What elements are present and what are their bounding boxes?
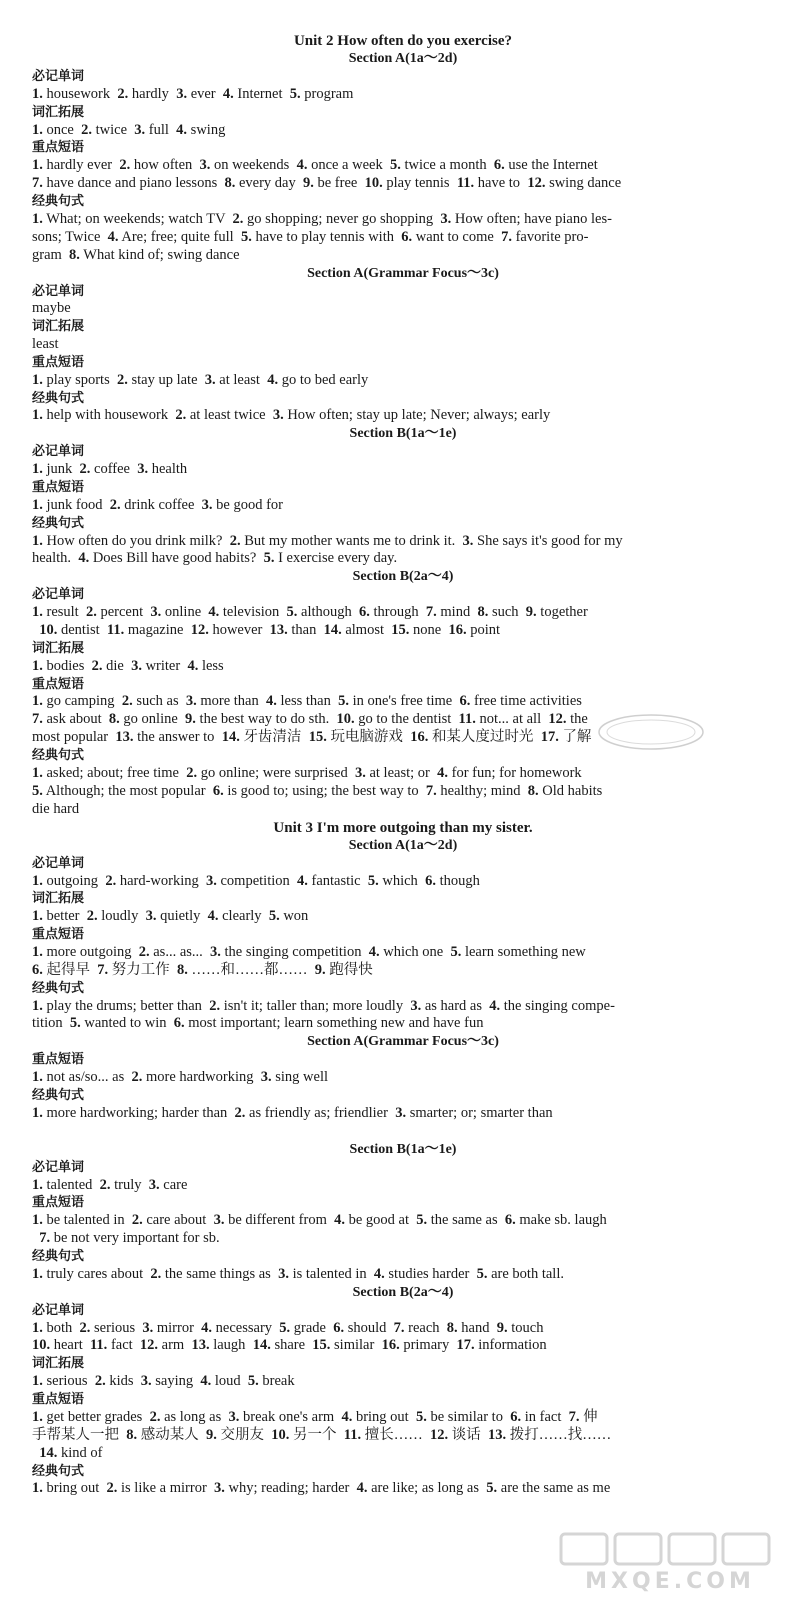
answer-line: 5. Although; the most popular 6. is good to; using; the best way to 7. healthy; mind 8. Old habits bbox=[32, 782, 603, 799]
category-heading: 必记单词 bbox=[32, 855, 85, 871]
answer-line: 1. outgoing 2. hard-working 3. competition 4. fantastic 5. which 6. though bbox=[32, 872, 480, 889]
category-heading: 必记单词 bbox=[32, 1302, 85, 1318]
answer-line: 10. heart 11. fact 12. arm 13. laugh 14. share 15. similar 16. primary 17. information bbox=[32, 1337, 547, 1354]
section-title: Section A(Grammar Focus～3c) bbox=[307, 265, 499, 281]
section-title: Section A(1a～2d) bbox=[348, 837, 458, 853]
answer-line: least bbox=[32, 336, 59, 353]
answer-line: die hard bbox=[32, 800, 80, 817]
answer-line: 14. kind of bbox=[39, 1444, 103, 1461]
category-heading: 经典句式 bbox=[32, 980, 85, 996]
category-heading: 重点短语 bbox=[32, 354, 85, 370]
category-heading: 经典句式 bbox=[32, 1463, 85, 1479]
category-heading: 词汇拓展 bbox=[32, 640, 85, 656]
answer-line: 1. play sports 2. stay up late 3. at least 4. go to bed early bbox=[32, 371, 369, 388]
stamp-watermark-icon bbox=[596, 712, 706, 752]
category-heading: 重点短语 bbox=[32, 140, 85, 156]
category-heading: 经典句式 bbox=[32, 194, 85, 210]
answer-line: 1. junk food 2. drink coffee 3. be good for bbox=[32, 496, 284, 513]
category-heading: 重点短语 bbox=[32, 1392, 85, 1408]
section-title: Section A(1a～2d) bbox=[348, 51, 458, 66]
category-heading: 经典句式 bbox=[32, 390, 85, 406]
category-heading: 经典句式 bbox=[32, 1088, 85, 1104]
unit-title: Unit 3 I'm more outgoing than my sister. bbox=[273, 819, 533, 836]
category-heading: 词汇拓展 bbox=[32, 104, 85, 120]
section-title: Section B(2a～4) bbox=[352, 1284, 454, 1300]
answer-line: 1. result 2. percent 3. online 4. television 5. although 6. through 7. mind 8. such 9. together bbox=[32, 604, 588, 621]
answer-line: 1. both 2. serious 3. mirror 4. necessary 5. grade 6. should 7. reach 8. hand 9. touch bbox=[32, 1319, 544, 1336]
answer-line: most popular 13. the answer to 14. 牙齿清洁 15. 玩电脑游戏 16. 和某人度过时光 17. 了解 bbox=[32, 729, 592, 746]
answer-logo-icon bbox=[555, 1530, 785, 1592]
category-heading: 必记单词 bbox=[32, 283, 85, 299]
answer-line: 1. once 2. twice 3. full 4. swing bbox=[32, 121, 226, 138]
section-title: Section B(1a～1e) bbox=[349, 1141, 457, 1157]
section-title: Section A(Grammar Focus～3c) bbox=[307, 1034, 499, 1050]
answer-line: 1. serious 2. kids 3. saying 4. loud 5. break bbox=[32, 1373, 295, 1390]
answer-page bbox=[32, 32, 774, 1498]
answer-line: 1. talented 2. truly 3. care bbox=[32, 1176, 188, 1193]
category-heading: 经典句式 bbox=[32, 748, 85, 764]
answer-line: 1. better 2. loudly 3. quietly 4. clearly 5. won bbox=[32, 908, 309, 925]
answer-line: 1. bodies 2. die 3. writer 4. less bbox=[32, 657, 224, 674]
answer-line: 1. more outgoing 2. as... as... 3. the singing competition 4. which one 5. learn something new bbox=[32, 943, 586, 960]
answer-line: tition 5. wanted to win 6. most important; learn something new and have fun bbox=[32, 1015, 484, 1032]
category-heading: 词汇拓展 bbox=[32, 891, 85, 907]
answer-line: 7. be not very important for sb. bbox=[39, 1230, 220, 1247]
spacer bbox=[32, 1123, 774, 1141]
answer-line: 1. housework 2. hardly 3. ever 4. Internet 5. program bbox=[32, 85, 354, 102]
answer-line: 1. not as/so... as 2. more hardworking 3. sing well bbox=[32, 1069, 329, 1086]
answer-line: 1. What; on weekends; watch TV 2. go shopping; never go shopping 3. How often; have piano les- bbox=[32, 210, 612, 227]
answer-line: 6. 起得早 7. 努力工作 8. ……和……都…… 9. 跑得快 bbox=[32, 961, 373, 978]
answer-line: 1. junk 2. coffee 3. health bbox=[32, 461, 188, 478]
unit-title: Unit 2 How often do you exercise? bbox=[293, 33, 513, 49]
category-heading: 经典句式 bbox=[32, 1249, 85, 1265]
answer-line: 手帮某人一把 8. 感动某人 9. 交朋友 10. 另一个 11. 擅长…… 12. 谈话 13. 拨打……找…… bbox=[32, 1426, 612, 1443]
answer-line: 1. more hardworking; harder than 2. as friendly as; friendlier 3. smarter; or; smarter than bbox=[32, 1104, 553, 1121]
answer-line: 1. hardly ever 2. how often 3. on weekends 4. once a week 5. twice a month 6. use the Internet bbox=[32, 157, 598, 174]
category-heading: 必记单词 bbox=[32, 587, 85, 603]
category-heading: 重点短语 bbox=[32, 1195, 85, 1211]
answer-line: 1. go camping 2. such as 3. more than 4. less than 5. in one's free time 6. free time activities bbox=[32, 693, 582, 710]
answer-line: 1. get better grades 2. as long as 3. break one's arm 4. bring out 5. be similar to 6. in fact 7. 伸 bbox=[32, 1408, 598, 1425]
category-heading: 必记单词 bbox=[32, 1159, 85, 1175]
answer-line: gram 8. What kind of; swing dance bbox=[32, 246, 240, 263]
answer-line: maybe bbox=[32, 300, 71, 317]
watermark-text: MXQE.COM bbox=[585, 1569, 755, 1592]
category-heading: 重点短语 bbox=[32, 1052, 85, 1068]
answer-line: 1. truly cares about 2. the same things as 3. is talented in 4. studies harder 5. are both tall. bbox=[32, 1265, 564, 1282]
answer-line: 1. help with housework 2. at least twice 3. How often; stay up late; Never; always; early bbox=[32, 407, 551, 424]
answer-line: sons; Twice 4. Are; free; quite full 5. have to play tennis with 6. want to come 7. favorite pro- bbox=[32, 228, 589, 245]
answer-line: health. 4. Does Bill have good habits? 5. I exercise every day. bbox=[32, 550, 398, 567]
category-heading: 重点短语 bbox=[32, 676, 85, 692]
answer-line: 7. ask about 8. go online 9. the best way to do sth. 10. go to the dentist 11. not... at all 12. the bbox=[32, 711, 588, 728]
answer-line: 1. bring out 2. is like a mirror 3. why; reading; harder 4. are like; as long as 5. are the same as me bbox=[32, 1480, 611, 1497]
answer-line: 1. be talented in 2. care about 3. be different from 4. be good at 5. the same as 6. make sb. laugh bbox=[32, 1212, 607, 1229]
category-heading: 经典句式 bbox=[32, 515, 85, 531]
category-heading: 重点短语 bbox=[32, 480, 85, 496]
section-title: Section B(2a～4) bbox=[352, 569, 454, 585]
category-heading: 必记单词 bbox=[32, 69, 85, 84]
category-heading: 词汇拓展 bbox=[32, 1356, 85, 1372]
answer-line: 1. play the drums; better than 2. isn't it; taller than; more loudly 3. as hard as 4. the singing compe- bbox=[32, 997, 615, 1014]
section-title: Section B(1a～1e) bbox=[349, 426, 457, 442]
category-heading: 重点短语 bbox=[32, 927, 85, 943]
answer-line: 10. dentist 11. magazine 12. however 13. than 14. almost 15. none 16. point bbox=[39, 622, 500, 639]
category-heading: 必记单词 bbox=[32, 444, 85, 460]
category-heading: 词汇拓展 bbox=[32, 319, 85, 335]
answer-line: 7. have dance and piano lessons 8. every day 9. be free 10. play tennis 11. have to 12. swing dance bbox=[32, 175, 622, 192]
answer-line: 1. asked; about; free time 2. go online; were surprised 3. at least; or 4. for fun; for homework bbox=[32, 764, 582, 781]
answer-line: 1. How often do you drink milk? 2. But my mother wants me to drink it. 3. She says it's good for my bbox=[32, 532, 623, 549]
